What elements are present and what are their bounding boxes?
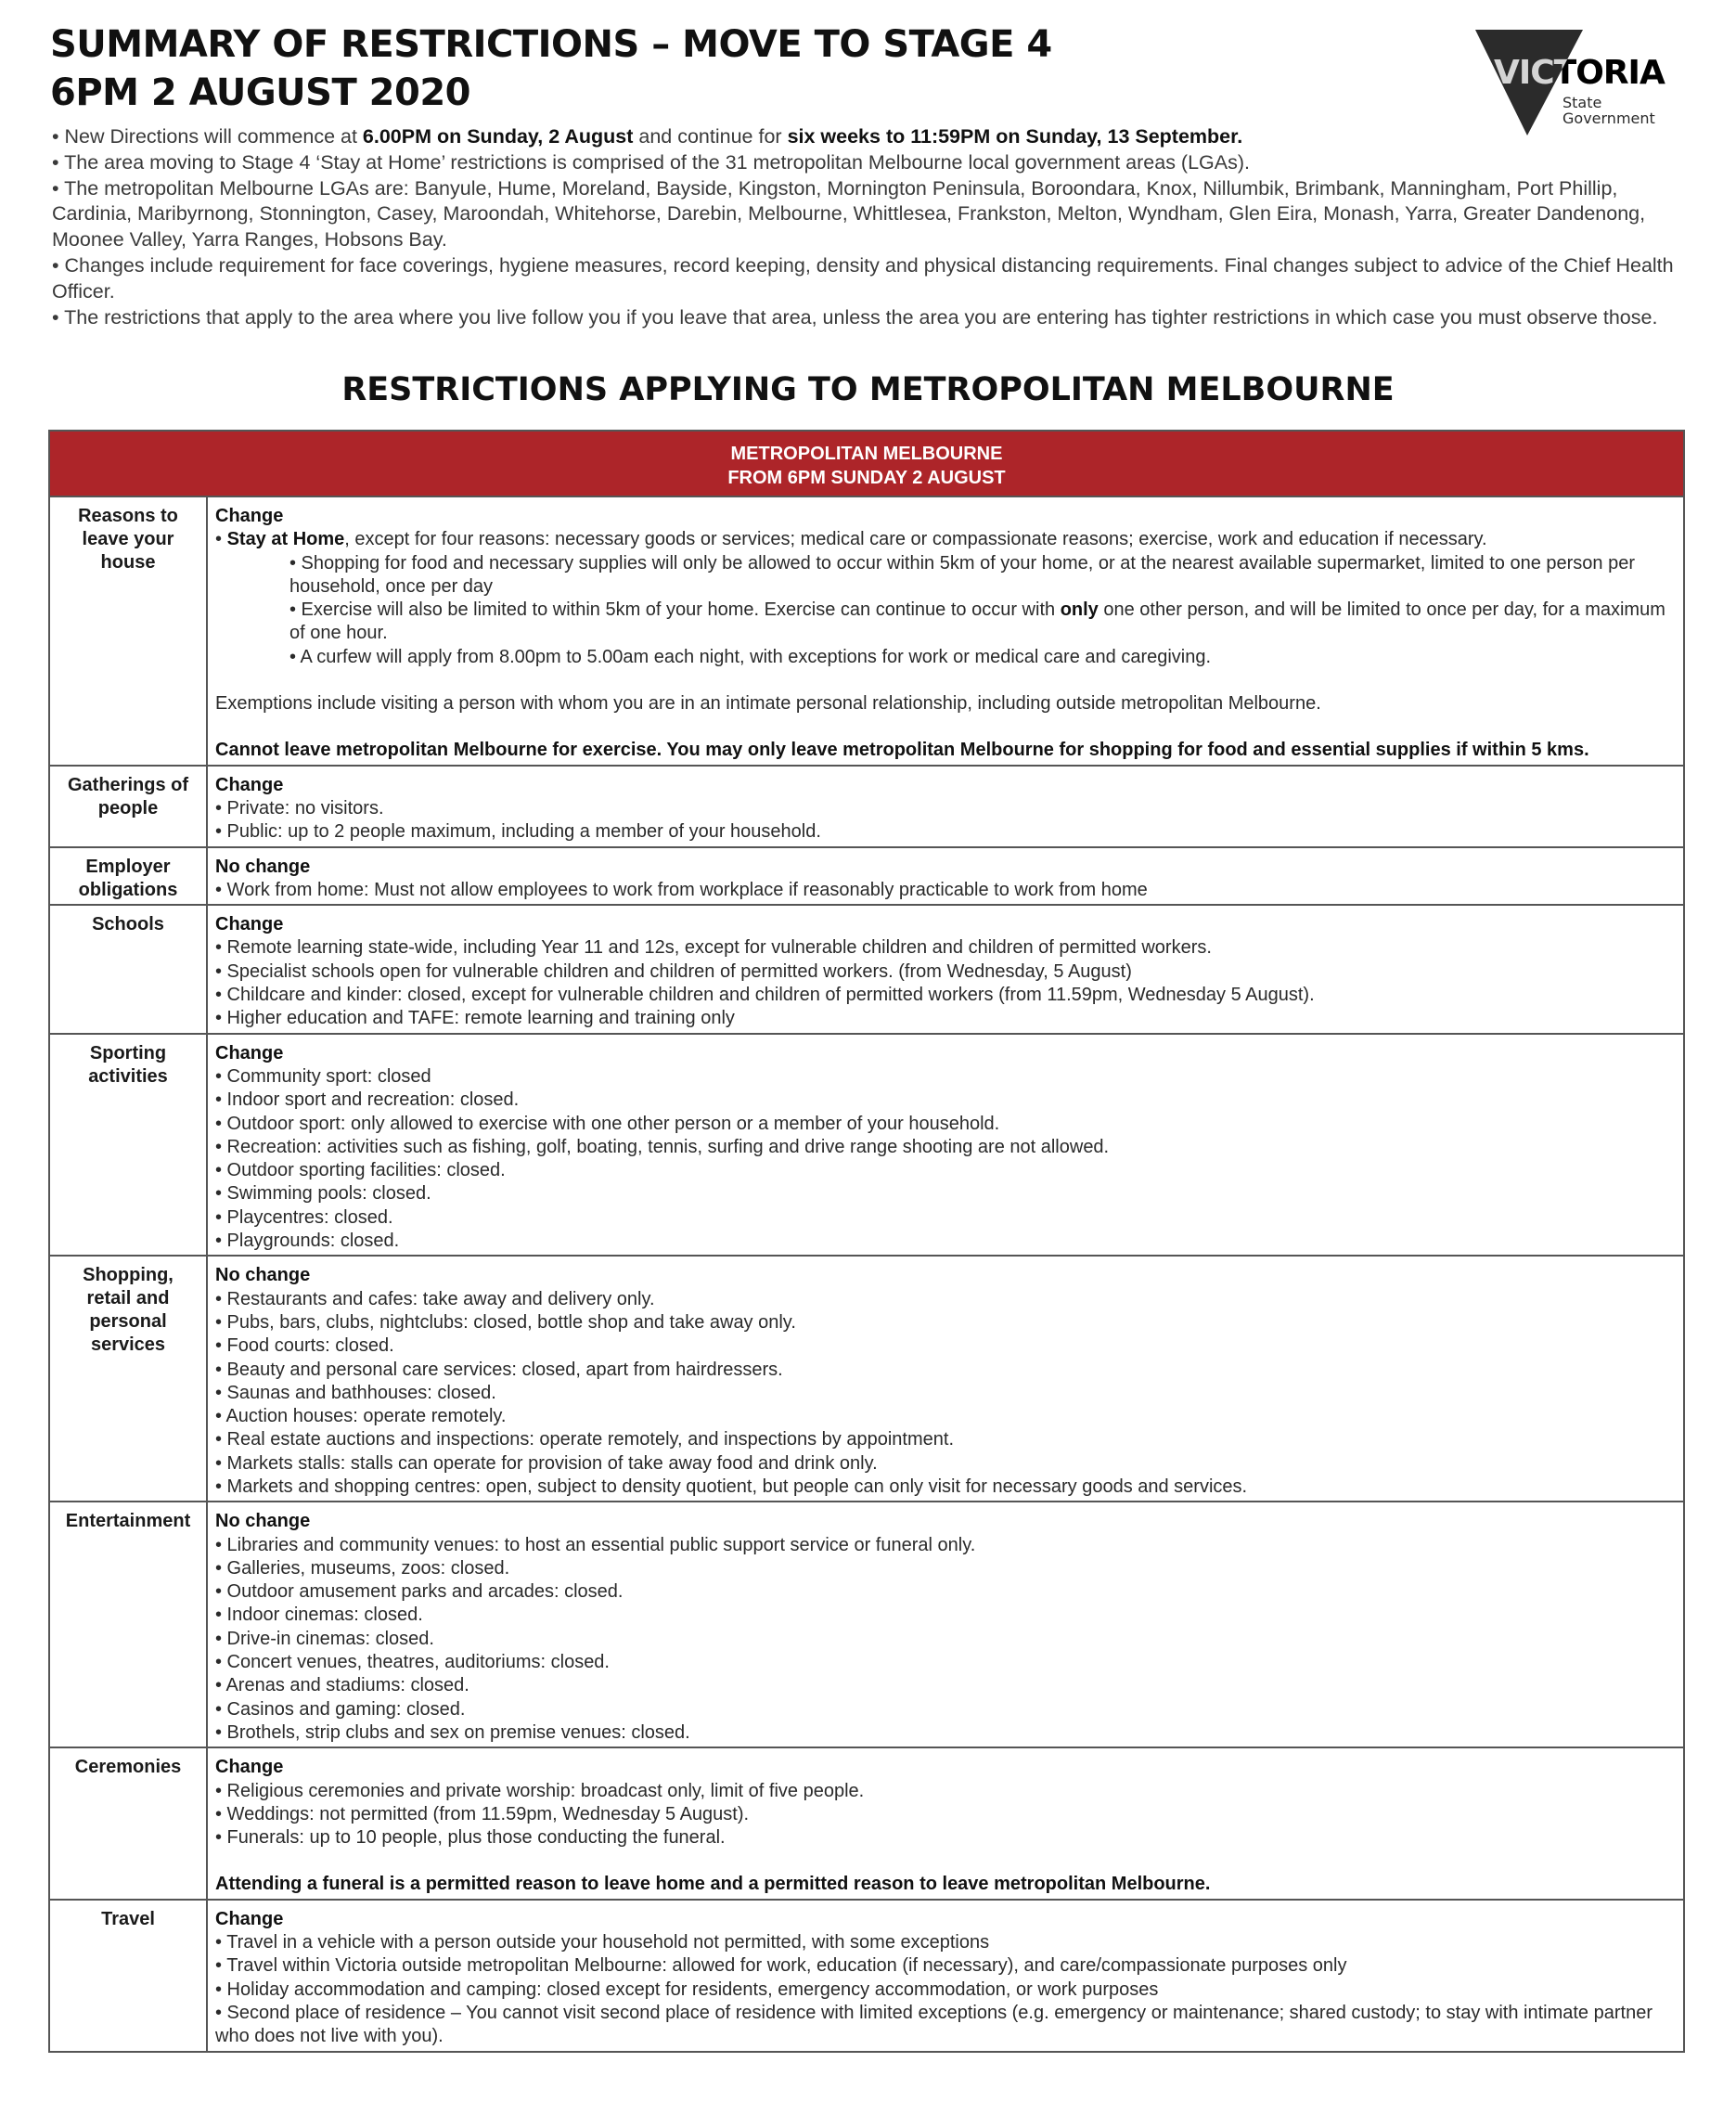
- row-item: • Markets stalls: stalls can operate for provision of take away food and drink only.: [215, 1452, 878, 1474]
- table-row: [49, 905, 1684, 1033]
- row-status: No change: [215, 1511, 311, 1532]
- table-header: METROPOLITAN MELBOURNE FROM 6PM SUNDAY 2 AUGUST: [49, 431, 1684, 496]
- row-item: • Higher education and TAFE: remote learning and training only: [215, 1008, 735, 1029]
- intro-bullet-travel-rule: • The restrictions that apply to the area where you live follow you if you leave that area, unless the area you are entering has tighter restrictions in which case you must observe those.: [52, 305, 1658, 329]
- logo-subtitle: State Government: [1562, 94, 1655, 127]
- row-content: [207, 1502, 1684, 1747]
- row-item: • Markets and shopping centres: open, subject to density quotient, but people can only visit for necessary goods and services.: [215, 1476, 1248, 1497]
- table-row: [49, 847, 1684, 906]
- row-item: • Galleries, museums, zoos: closed.: [215, 1557, 510, 1579]
- row-item: • Remote learning state-wide, including Year 11 and 12s, except for vulnerable children and children of permitted workers.: [215, 937, 1212, 959]
- row-status: Change: [215, 1042, 284, 1063]
- row-item: • Playgrounds: closed.: [215, 1231, 400, 1252]
- section-title: RESTRICTIONS APPLYING TO METROPOLITAN MELBOURNE: [341, 371, 1395, 408]
- row-content: Change • Religious ceremonies and private worship: broadcast only, limit of five people. • Weddings: not permitted (from 11.59pm, Wednesday 5 August). • Funerals: up to 10 people, plus those conducting the funeral. Attending a funeral is a permitted reason to leave home and a permitted reason to leave metropolitan Melbourne.: [207, 1747, 1684, 1899]
- table-row-reasons: [49, 496, 1684, 766]
- row-item: • Real estate auctions and inspections: operate remotely, and inspections by appointment.: [215, 1429, 954, 1450]
- title-line-1: SUMMARY OF RESTRICTIONS – MOVE TO STAGE 4: [50, 23, 1052, 66]
- victoria-government-logo: [1473, 26, 1668, 137]
- row-content: [207, 1034, 1684, 1257]
- row-item: • Public: up to 2 people maximum, including a member of your household.: [215, 821, 821, 843]
- row-category: Ceremonies: [49, 1747, 207, 1899]
- row-content: [207, 905, 1684, 1033]
- row-item: • Food courts: closed.: [215, 1335, 394, 1357]
- row-category: Shopping, retail and personal services: [49, 1256, 207, 1502]
- row-item: • Concert venues, theatres, auditoriums: closed.: [215, 1652, 610, 1673]
- row-item: • Restaurants and cafes: take away and delivery only.: [215, 1288, 655, 1309]
- row-item: • Outdoor sporting facilities: closed.: [215, 1160, 506, 1181]
- table-row-ceremonies: [49, 1747, 1684, 1899]
- document-title: [50, 20, 1442, 117]
- intro-bullets: [52, 124, 1676, 330]
- row-item: • Indoor sport and recreation: closed.: [215, 1089, 520, 1111]
- row-item: • Beauty and personal care services: closed, apart from hairdressers.: [215, 1359, 783, 1380]
- row-category: Travel: [49, 1900, 207, 2052]
- restrictions-table: [48, 430, 1685, 2053]
- table-row: [49, 1502, 1684, 1747]
- row-item: • Casinos and gaming: closed.: [215, 1698, 466, 1720]
- row-item: • Indoor cinemas: closed.: [215, 1605, 423, 1626]
- row-content: [207, 1256, 1684, 1502]
- intro-bullet-area: • The area moving to Stage 4 ‘Stay at Home’ restrictions is comprised of the 31 metropolitan Melbourne local government areas (LGAs).: [52, 150, 1250, 174]
- intro-bullet-dates: • New Directions will commence at 6.00PM on Sunday, 2 August and continue for six weeks to 11:59PM on Sunday, 13 September.: [52, 125, 1243, 148]
- row-category: Gatherings of people: [49, 766, 207, 847]
- row-status: Change: [215, 914, 284, 935]
- row-item: • Recreation: activities such as fishing, golf, boating, tennis, surfing and drive range shooting are not allowed.: [215, 1136, 1110, 1157]
- row-status: Change: [215, 774, 284, 795]
- row-item: • Specialist schools open for vulnerable children and children of permitted workers. (from Wednesday, 5 August): [215, 960, 1132, 982]
- row-content: Change • Travel in a vehicle with a person outside your household not permitted, with some exceptions • Travel within Victoria outside metropolitan Melbourne: allowed for work, education (if necessary), and care/compassionate purposes only • Holiday accommodation and camping: closed except for residents, emergency accommodation, or work purposes • Second place of residence – You cannot visit second place of residence with limited exceptions (e.g. emergency or maintenance; shared custody; to stay with intimate partner who does not live with you).: [207, 1900, 1684, 2052]
- row-item: • Work from home: Must not allow employees to work from workplace if reasonably practicable to work from home: [215, 879, 1148, 900]
- row-category: Schools: [49, 905, 207, 1033]
- title-line-2: 6PM 2 AUGUST 2020: [50, 71, 471, 114]
- row-item: • Arenas and stadiums: closed.: [215, 1675, 469, 1696]
- row-content: [207, 847, 1684, 906]
- row-item: • Outdoor sport: only allowed to exercise with one other person or a member of your household.: [215, 1113, 1000, 1134]
- row-category: Employer obligations: [49, 847, 207, 906]
- row-item: • Swimming pools: closed.: [215, 1183, 431, 1205]
- row-item: • Drive-in cinemas: closed.: [215, 1628, 434, 1649]
- intro-bullet-lgas: • The metropolitan Melbourne LGAs are: Banyule, Hume, Moreland, Bayside, Kingston, Mornington Peninsula, Boroondara, Knox, Nillumbik, Brimbank, Manningham, Port Phillip, Cardinia, Maribyrnong, Stonnington, Casey, Maroondah, Whitehorse, Darebin, Melbourne, Whittlesea, Frankston, Melton, Wyndham, Glen Eira, Monash, Yarra, Greater Dandenong, Moonee Valley, Yarra Ranges, Hobsons Bay.: [52, 176, 1646, 251]
- row-status: No change: [215, 856, 311, 877]
- row-category: Sporting activities: [49, 1034, 207, 1257]
- intro-bullet-changes: • Changes include requirement for face coverings, hygiene measures, record keeping, density and physical distancing requirements. Final changes subject to advice of the Chief Health Officer.: [52, 253, 1674, 303]
- row-item: • Playcentres: closed.: [215, 1206, 393, 1228]
- table-row: [49, 1256, 1684, 1502]
- row-category: Entertainment: [49, 1502, 207, 1747]
- row-content: [207, 766, 1684, 847]
- row-item: • Auction houses: operate remotely.: [215, 1406, 507, 1427]
- row-item: • Community sport: closed: [215, 1065, 431, 1087]
- row-item: • Private: no visitors.: [215, 797, 384, 819]
- row-content: Change • Stay at Home, except for four reasons: necessary goods or services; medical care or compassionate reasons; exercise, work and education if necessary. • Shopping for food and necessary supplies will only be allowed to occur within 5km of your home, or at the nearest available supermarket, limited to one person per household, once per day • Exercise will also be limited to within 5km of your home. Exercise can continue to occur with only one other person, and will be limited to once per day, for a maximum of one hour. • A curfew will apply from 8.00pm to 5.00am each night, with exceptions for work or medical care and caregiving. Exemptions include visiting a person with whom you are in an intimate personal relationship, including outside metropolitan Melbourne. Cannot leave metropolitan Melbourne for exercise. You may only leave metropolitan Melbourne for shopping for food and essential supplies if within 5 kms.: [207, 496, 1684, 766]
- row-category: Reasons to leave your house: [49, 496, 207, 766]
- table-row-travel: [49, 1900, 1684, 2052]
- table-row: [49, 1034, 1684, 1257]
- table-row: [49, 766, 1684, 847]
- row-item: • Saunas and bathhouses: closed.: [215, 1382, 496, 1403]
- row-item: • Brothels, strip clubs and sex on premise venues: closed.: [215, 1721, 690, 1743]
- row-status: No change: [215, 1265, 311, 1286]
- row-item: • Outdoor amusement parks and arcades: closed.: [215, 1581, 624, 1603]
- logo-wordmark: VICTORIA: [1494, 54, 1665, 92]
- row-item: • Libraries and community venues: to host an essential public support service or funeral only.: [215, 1534, 976, 1555]
- row-item: • Childcare and kinder: closed, except for vulnerable children and children of permitted workers (from 11.59pm, Wednesday 5 August).: [215, 985, 1315, 1006]
- row-item: • Pubs, bars, clubs, nightclubs: closed, bottle shop and take away only.: [215, 1311, 796, 1333]
